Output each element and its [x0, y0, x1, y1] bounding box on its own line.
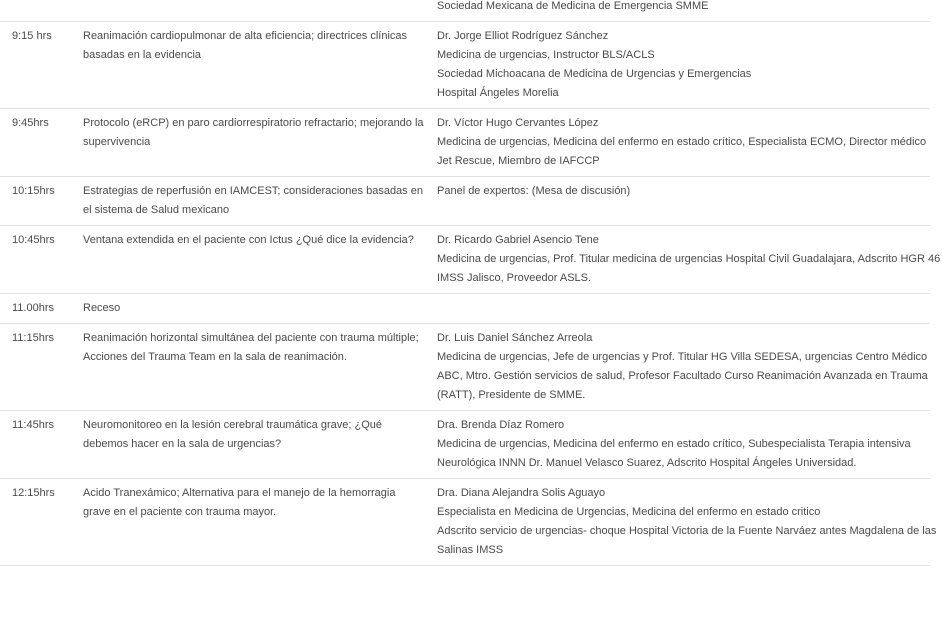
topic-cell: Ventana extendida en el paciente con Ictus ¿Qué dice la evidencia? [83, 234, 414, 246]
table-row [0, 22, 930, 109]
speaker-cell [425, 114, 942, 171]
table-row [0, 226, 941, 294]
table-row [0, 0, 930, 22]
time-cell: 9:45hrs [12, 117, 49, 129]
speaker-cell [425, 231, 942, 288]
speaker-line: Medicina de urgencias, Instructor BLS/ACLS [437, 49, 655, 61]
table-row [0, 411, 930, 479]
table-row [0, 294, 930, 324]
time-cell: 11:45hrs [12, 419, 54, 431]
speaker-line: Hospital Ángeles Morelia [437, 87, 559, 99]
time-cell [0, 0, 71, 16]
topic-cell: Protocolo (eRCP) en paro cardiorrespiratorio refractario; mejorando la supervivencia [83, 117, 424, 148]
time-cell: 10:45hrs [12, 234, 55, 246]
speaker-name: Dr. Jorge Elliot Rodríguez Sánchez [437, 30, 609, 42]
speaker-name: Dra. Diana Alejandra Solis Aguayo [437, 487, 606, 499]
speaker-cell [425, 329, 942, 405]
speaker-line: Medicina de urgencias, Medicina del enfermo en estado crítico, Especialista ECMO, Director médico Jet Rescue, Miembro de IAFCCP [437, 136, 930, 167]
speaker-cell [425, 484, 942, 560]
time-cell: 10:15hrs [12, 185, 55, 197]
speaker-name: Dr. Ricardo Gabriel Asencio Tene [437, 234, 599, 246]
table-row [0, 109, 930, 177]
speaker-name: Dr. Víctor Hugo Cervantes López [437, 117, 599, 129]
topic-cell [71, 0, 425, 16]
speaker-cell [425, 416, 942, 473]
topic-cell: Receso [83, 302, 121, 314]
table-row [0, 324, 930, 411]
speaker-name: Dra. Brenda Díaz Romero [437, 419, 565, 431]
topic-cell: Estrategias de reperfusión en IAMCEST; consideraciones basadas en el sistema de Salud mexicano [83, 185, 423, 216]
speaker-name: Dr. Luis Daniel Sánchez Arreola [437, 332, 593, 344]
speaker-line: Especialista en Medicina de Urgencias, Medicina del enfermo en estado critico [437, 506, 821, 518]
speaker-cell [425, 182, 942, 220]
topic-cell: Neuromonitoreo en la lesión cerebral traumática grave; ¿Qué debemos hacer en la sala de urgencias? [83, 419, 382, 450]
speaker-cell [425, 27, 942, 103]
speaker-line: Sociedad Mexicana de Medicina de Emergencia SMME [437, 0, 709, 12]
time-cell: 11.00hrs [12, 302, 54, 314]
speaker-line: Sociedad Michoacana de Medicina de Urgencias y Emergencias [437, 68, 752, 80]
time-cell: 11:15hrs [12, 332, 54, 344]
time-cell: 12:15hrs [12, 487, 55, 499]
speaker-name: Panel de expertos: (Mesa de discusión) [437, 185, 631, 197]
speaker-line: Medicina de urgencias, Jefe de urgencias y Prof. Titular HG Villa SEDESA, urgencias Centro Médico ABC, Mtro. Gestión servicios de salud, Profesor Facultado Curso Reanimación Avanzada en Trauma (RATT), Presidente de SMME. [437, 351, 931, 401]
topic-cell: Reanimación horizontal simultánea del paciente con trauma múltiple; Acciones del Trauma Team en la sala de reanimación. [83, 332, 419, 363]
speaker-line: Adscrito servicio de urgencias- choque Hospital Victoria de la Fuente Narváez antes Magdalena de las Salinas IMSS [437, 525, 940, 556]
table-row [0, 177, 930, 226]
topic-cell: Acido Tranexámico; Alternativa para el manejo de la hemorragia grave en el paciente con trauma mayor. [83, 487, 396, 518]
table-row [0, 479, 940, 566]
speaker-line: Medicina de urgencias, Prof. Titular medicina de urgencias Hospital Civil Guadalajara, Adscrito HGR 46 IMSS Jalisco, Proveedor ASLS. [437, 253, 941, 284]
speaker-cell [425, 299, 942, 318]
speaker-cell [425, 0, 942, 16]
time-cell: 9:15 hrs [12, 30, 52, 42]
topic-cell: Reanimación cardiopulmonar de alta eficiencia; directrices clínicas basadas en la evidencia [83, 30, 408, 61]
speaker-line: Medicina de urgencias, Medicina del enfermo en estado crítico, Subespecialista Terapia intensiva Neurológica INNN Dr. Manuel Velasco Suarez, Adscrito Hospital Ángeles Universidad. [437, 438, 914, 469]
